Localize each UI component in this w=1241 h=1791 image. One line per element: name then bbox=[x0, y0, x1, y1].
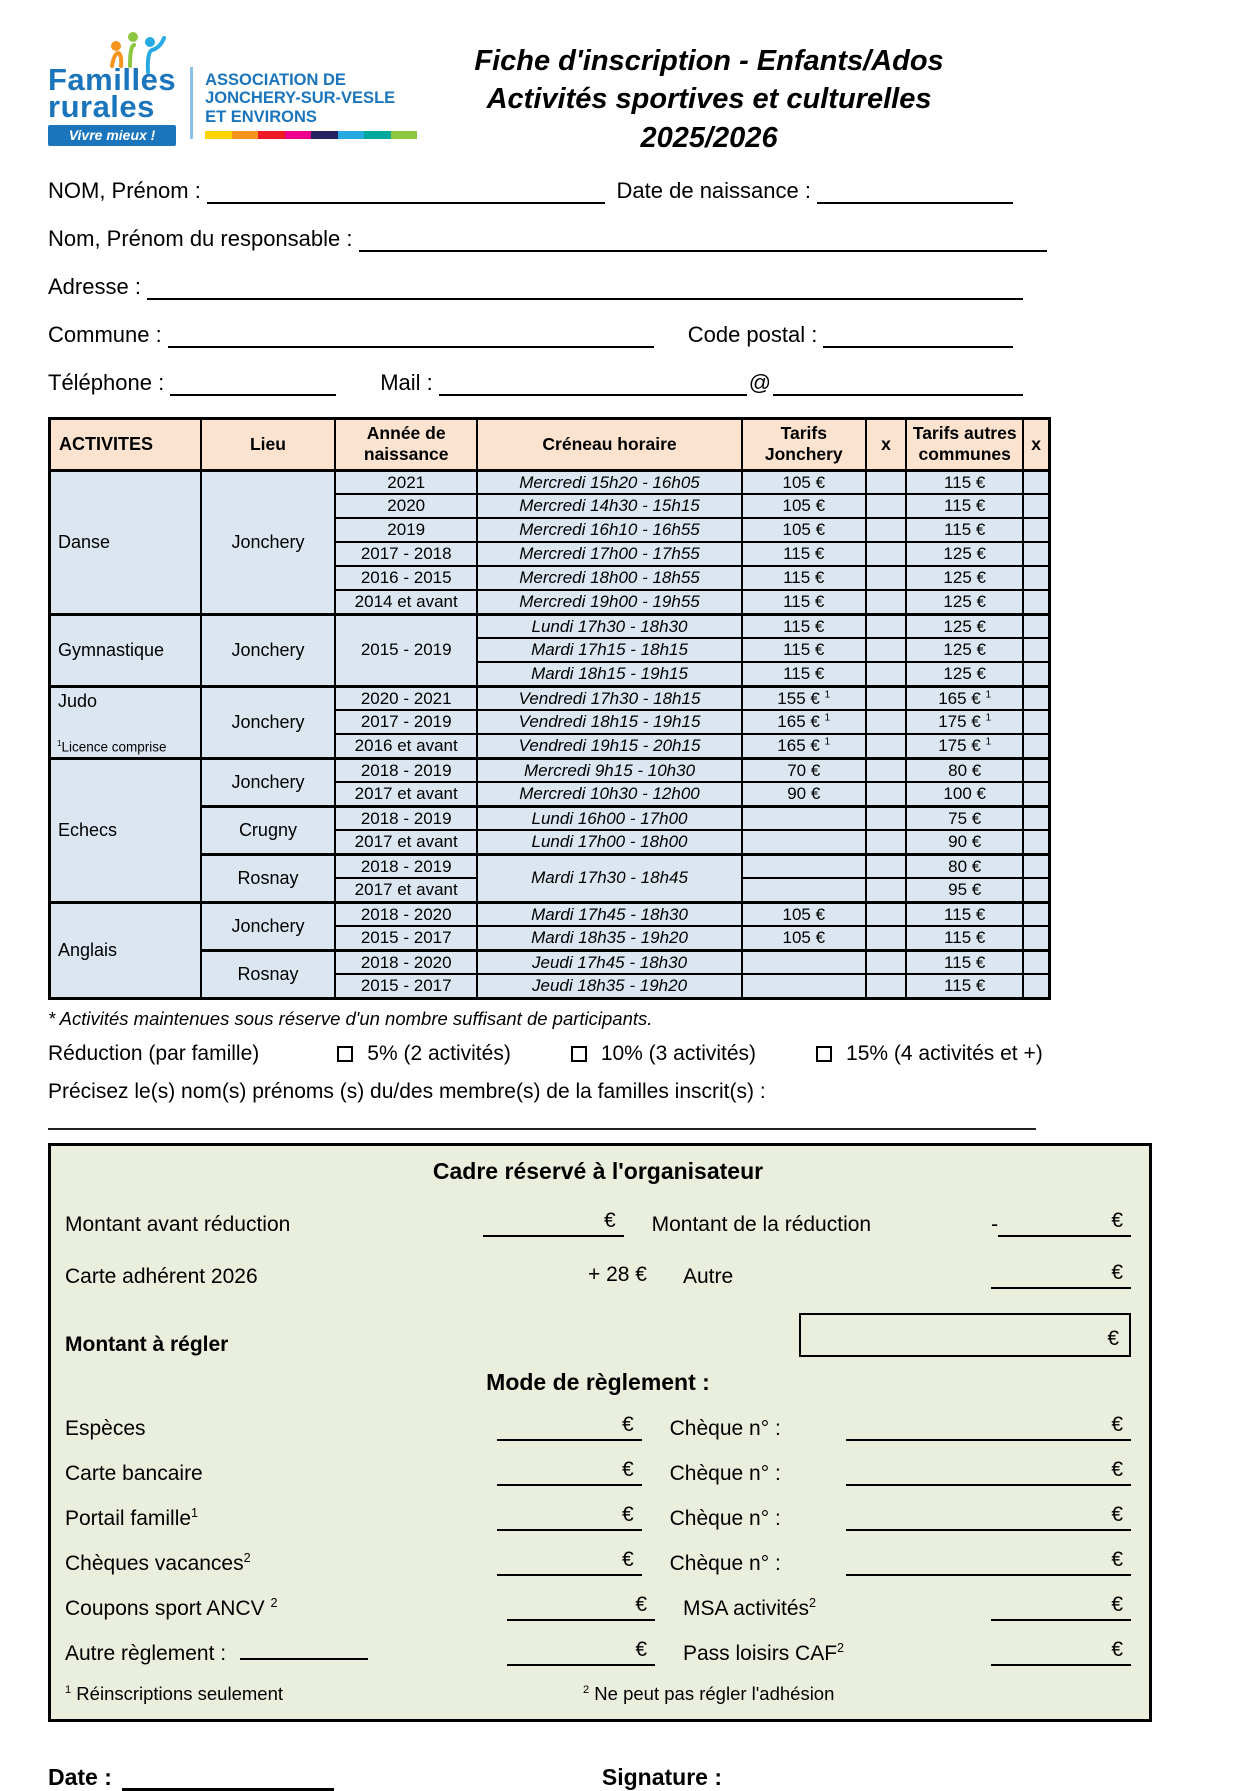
association-line2: JONCHERY-SUR-VESLE bbox=[205, 89, 396, 108]
table-cell: 115 € bbox=[906, 494, 1023, 518]
table-cell: Jonchery bbox=[201, 758, 335, 806]
payment-rows bbox=[65, 1413, 1131, 1666]
activities-table bbox=[48, 417, 1051, 1000]
table-cell: Mercredi 9h15 - 10h30 bbox=[477, 758, 741, 782]
total-due-box[interactable] bbox=[799, 1313, 1131, 1357]
table-cell: 2018 - 2020 bbox=[335, 902, 477, 926]
cheque-number-field[interactable] bbox=[846, 1508, 995, 1531]
mark-cell[interactable] bbox=[866, 590, 906, 614]
org-row-membership bbox=[65, 1261, 1131, 1289]
logo-figures-icon bbox=[106, 32, 172, 76]
table-cell: Jonchery bbox=[201, 614, 335, 686]
table-cell bbox=[742, 854, 866, 878]
footnote-2: $^2$ Ne peut pas régler l'adhésion bbox=[583, 1682, 835, 1704]
table-row bbox=[50, 758, 1050, 782]
table-cell: Jonchery bbox=[201, 470, 335, 614]
organizer-box bbox=[48, 1143, 1152, 1722]
form-row-guardian bbox=[48, 225, 1051, 252]
postal-code-field[interactable] bbox=[823, 323, 1013, 348]
table-cell: 2019 bbox=[335, 518, 477, 542]
table-cell: 2015 - 2017 bbox=[335, 926, 477, 950]
title-line1: Fiche d'inscription - Enfants/Ados bbox=[474, 45, 944, 77]
table-cell: 2014 et avant bbox=[335, 590, 477, 614]
form-row-city bbox=[48, 321, 1051, 348]
amount-line[interactable]: € bbox=[994, 1458, 1131, 1486]
organizer-footnotes bbox=[65, 1683, 1131, 1705]
table-cell: 80 € bbox=[906, 854, 1023, 878]
postal-code-label: Code postal : bbox=[687, 321, 818, 347]
colorbar-segment bbox=[285, 131, 312, 139]
table-cell: Mercredi 17h00 - 17h55 bbox=[477, 542, 741, 566]
mail-domain-field[interactable] bbox=[773, 371, 1023, 396]
table-cell: Mardi 18h35 - 19h20 bbox=[477, 926, 741, 950]
payment-method-label: Carte bancaire bbox=[65, 1461, 203, 1485]
payment-method-label: Coupons sport ANCV $^2$ bbox=[65, 1595, 278, 1620]
payment-row bbox=[65, 1458, 1131, 1486]
table-cell: 90 € bbox=[906, 830, 1023, 854]
mark-cell[interactable] bbox=[1023, 878, 1049, 902]
table-cell: 165 € $^1$ bbox=[906, 686, 1023, 710]
table-cell: 165 € $^1$ bbox=[742, 710, 866, 734]
mark-cell[interactable] bbox=[1023, 710, 1049, 734]
membership-card-label: Carte adhérent 2026 bbox=[65, 1264, 258, 1288]
table-cell: 2017 et avant bbox=[335, 782, 477, 806]
address-field[interactable] bbox=[147, 275, 1023, 300]
date-field[interactable] bbox=[122, 1765, 334, 1791]
cheque-number-field[interactable] bbox=[846, 1553, 995, 1576]
guardian-field[interactable] bbox=[359, 227, 1048, 252]
table-cell: 125 € bbox=[906, 590, 1023, 614]
table-cell: 2020 bbox=[335, 494, 477, 518]
reduction-10-label: 10% (3 activités) bbox=[600, 1041, 757, 1065]
table-cell: 115 € bbox=[906, 950, 1023, 974]
city-field[interactable] bbox=[168, 323, 654, 348]
table-cell: Lundi 17h30 - 18h30 bbox=[477, 614, 741, 638]
euro-sign: € bbox=[1107, 1326, 1119, 1350]
mark-cell[interactable] bbox=[1023, 662, 1049, 686]
payment-method-label: Espèces bbox=[65, 1416, 146, 1440]
payment-row bbox=[65, 1638, 1131, 1666]
payment-method-label: Chèques vacances$^2$ bbox=[65, 1550, 251, 1575]
colorbar-segment bbox=[258, 131, 285, 139]
payment-method-label: Chèque n° : bbox=[669, 1506, 781, 1530]
table-cell: 155 € $^1$ bbox=[742, 686, 866, 710]
form-row-name bbox=[48, 177, 1051, 204]
phone-label: Téléphone : bbox=[48, 369, 165, 395]
licence-note: $^1$Licence comprise bbox=[57, 739, 167, 755]
table-cell: Mardi 17h45 - 18h30 bbox=[477, 902, 741, 926]
mark-cell[interactable] bbox=[866, 950, 906, 974]
table-cell bbox=[742, 830, 866, 854]
mail-local-field[interactable] bbox=[439, 371, 747, 396]
payment-method-label: Pass loisirs CAF$^2$ bbox=[683, 1640, 845, 1665]
table-cell: 125 € bbox=[906, 614, 1023, 638]
colorbar-segment bbox=[232, 131, 259, 139]
table-cell: 2021 bbox=[335, 470, 477, 494]
colorbar-segment bbox=[364, 131, 391, 139]
table-cell: 75 € bbox=[906, 806, 1023, 830]
amount-line[interactable]: € bbox=[507, 1638, 655, 1666]
table-cell: 105 € bbox=[742, 518, 866, 542]
table-cell: 115 € bbox=[742, 590, 866, 614]
other-amount-label: Autre bbox=[683, 1264, 734, 1288]
table-cell: Gymnastique bbox=[50, 614, 201, 686]
brand-name-line2: rurales bbox=[48, 89, 155, 125]
table-cell: Mercredi 18h00 - 18h55 bbox=[477, 566, 741, 590]
form-row-contact bbox=[48, 369, 1051, 396]
table-cell: Mardi 17h15 - 18h15 bbox=[477, 638, 741, 662]
mark-cell[interactable] bbox=[1023, 974, 1049, 998]
association-name bbox=[205, 41, 417, 139]
table-cell bbox=[742, 806, 866, 830]
mark-cell[interactable] bbox=[866, 902, 906, 926]
table-cell: 95 € bbox=[906, 878, 1023, 902]
reduction-5-checkbox[interactable] bbox=[337, 1046, 353, 1062]
mark-cell[interactable] bbox=[866, 494, 906, 518]
table-cell: 175 € $^1$ bbox=[906, 734, 1023, 758]
table-cell: 175 € $^1$ bbox=[906, 710, 1023, 734]
table-cell: Echecs bbox=[50, 758, 201, 902]
brand-tagline: Vivre mieux ! bbox=[48, 125, 176, 146]
payment-row bbox=[65, 1503, 1131, 1531]
amount-line[interactable]: € bbox=[991, 1593, 1131, 1621]
table-cell: Mercredi 14h30 - 15h15 bbox=[477, 494, 741, 518]
table-cell bbox=[742, 974, 866, 998]
table-cell: Lundi 17h00 - 18h00 bbox=[477, 830, 741, 854]
cheque-number-field[interactable] bbox=[846, 1463, 995, 1486]
table-cell: Judo $^1$Licence comprise bbox=[50, 686, 201, 758]
mark-cell[interactable] bbox=[1023, 758, 1049, 782]
col-header-tarifs-jonchery: Tarifs Jonchery bbox=[742, 418, 866, 470]
mark-cell[interactable] bbox=[1023, 926, 1049, 950]
cheque-number-field[interactable] bbox=[846, 1418, 995, 1441]
table-cell: 2017 et avant bbox=[335, 830, 477, 854]
amount-line[interactable]: € bbox=[994, 1413, 1131, 1441]
payment-method-label: Chèque n° : bbox=[669, 1416, 781, 1440]
total-due-label: Montant à régler bbox=[65, 1332, 229, 1356]
table-row bbox=[50, 614, 1050, 638]
amount-line[interactable]: € bbox=[497, 1458, 642, 1486]
mark-cell[interactable] bbox=[866, 974, 906, 998]
table-cell: 80 € bbox=[906, 758, 1023, 782]
payment-method-label: MSA activités$^2$ bbox=[683, 1595, 817, 1620]
table-cell: 2018 - 2019 bbox=[335, 758, 477, 782]
table-row bbox=[50, 470, 1050, 494]
identity-form bbox=[48, 177, 1051, 396]
org-row-total bbox=[65, 1313, 1131, 1357]
mark-cell[interactable] bbox=[1023, 638, 1049, 662]
table-cell bbox=[742, 878, 866, 902]
mark-cell[interactable] bbox=[1023, 734, 1049, 758]
payment-method-label: Autre règlement : bbox=[65, 1638, 507, 1666]
logo-brand bbox=[48, 34, 176, 146]
colorbar-segment bbox=[391, 131, 418, 139]
payment-row bbox=[65, 1413, 1131, 1441]
table-cell: 105 € bbox=[742, 494, 866, 518]
col-header-creneau: Créneau horaire bbox=[477, 418, 741, 470]
signature-label: Signature : bbox=[601, 1763, 723, 1790]
mark-cell[interactable] bbox=[866, 758, 906, 782]
colorbar-segment bbox=[205, 131, 232, 139]
table-cell: 115 € bbox=[742, 662, 866, 686]
association-line1: ASSOCIATION DE bbox=[205, 70, 346, 89]
mark-cell[interactable] bbox=[866, 470, 906, 494]
table-cell: 105 € bbox=[742, 470, 866, 494]
mark-cell[interactable] bbox=[1023, 806, 1049, 830]
amount-line[interactable]: € bbox=[497, 1548, 642, 1576]
table-cell: 90 € bbox=[742, 782, 866, 806]
amount-line[interactable]: € bbox=[994, 1548, 1131, 1576]
footnote-1: $^1$ Réinscriptions seulement bbox=[65, 1682, 283, 1704]
mail-label: Mail : bbox=[380, 369, 433, 395]
participants-note: * Activités maintenues sous réserve d'un nombre suffisant de participants. bbox=[48, 1007, 653, 1029]
table-cell: 2015 - 2019 bbox=[335, 614, 477, 686]
header bbox=[48, 34, 1051, 157]
table-cell: 70 € bbox=[742, 758, 866, 782]
title-line2: Activités sportives et culturelles 2025/2026 bbox=[486, 83, 932, 154]
org-row-before-reduction bbox=[65, 1209, 1131, 1237]
table-cell: 2016 et avant bbox=[335, 734, 477, 758]
payment-method-label: Chèque n° : bbox=[669, 1461, 781, 1485]
familles-rurales-logo bbox=[48, 34, 417, 146]
city-label: Commune : bbox=[48, 321, 162, 347]
mark-cell[interactable] bbox=[866, 854, 906, 878]
minus-sign: - bbox=[991, 1212, 999, 1236]
table-cell: 105 € bbox=[742, 902, 866, 926]
table-header-row bbox=[50, 418, 1050, 470]
table-cell: 125 € bbox=[906, 542, 1023, 566]
name-field[interactable] bbox=[207, 179, 605, 204]
birthdate-label: Date de naissance : bbox=[616, 177, 811, 203]
name-label: NOM, Prénom : bbox=[48, 177, 201, 203]
amount-before-label: Montant avant réduction bbox=[65, 1212, 291, 1236]
table-row bbox=[50, 902, 1050, 926]
mark-cell[interactable] bbox=[866, 686, 906, 710]
table-cell: Jeudi 18h35 - 19h20 bbox=[477, 974, 741, 998]
table-cell: 115 € bbox=[906, 926, 1023, 950]
mark-cell[interactable] bbox=[1023, 542, 1049, 566]
table-cell: 2015 - 2017 bbox=[335, 974, 477, 998]
date-label: Date : bbox=[48, 1763, 112, 1790]
table-cell: 2016 - 2015 bbox=[335, 566, 477, 590]
mark-cell[interactable] bbox=[1023, 518, 1049, 542]
table-cell: Mercredi 15h20 - 16h05 bbox=[477, 470, 741, 494]
mark-cell[interactable] bbox=[1023, 782, 1049, 806]
reduction-amount-label: Montant de la réduction bbox=[651, 1212, 872, 1236]
table-cell: 2020 - 2021 bbox=[335, 686, 477, 710]
table-cell: Vendredi 19h15 - 20h15 bbox=[477, 734, 741, 758]
mark-cell[interactable] bbox=[1023, 494, 1049, 518]
table-cell: 115 € bbox=[906, 518, 1023, 542]
table-row bbox=[50, 686, 1050, 710]
reduction-5-label: 5% (2 activités) bbox=[367, 1041, 511, 1065]
brand-name-line1: Familles bbox=[48, 62, 177, 97]
table-cell: 105 € bbox=[742, 926, 866, 950]
table-cell: 115 € bbox=[742, 638, 866, 662]
table-cell: Danse bbox=[50, 470, 201, 614]
mark-cell[interactable] bbox=[866, 926, 906, 950]
mark-cell[interactable] bbox=[1023, 470, 1049, 494]
amount-line[interactable]: € bbox=[497, 1503, 642, 1531]
table-cell: Crugny bbox=[201, 806, 335, 854]
table-cell: 115 € bbox=[906, 470, 1023, 494]
activities-table-body bbox=[50, 470, 1050, 998]
payment-mode-title: Mode de règlement : bbox=[486, 1368, 710, 1395]
colorbar-segment bbox=[311, 131, 338, 139]
reduction-label: Réduction (par famille) bbox=[48, 1041, 260, 1065]
other-amount-line[interactable]: € bbox=[991, 1261, 1131, 1289]
col-header-annee: Année de naissance bbox=[335, 418, 477, 470]
mark-cell[interactable] bbox=[1023, 854, 1049, 878]
amount-line[interactable]: € bbox=[507, 1593, 655, 1621]
table-cell: 2018 - 2019 bbox=[335, 806, 477, 830]
guardian-label: Nom, Prénom du responsable : bbox=[48, 225, 353, 251]
mark-cell[interactable] bbox=[1023, 830, 1049, 854]
payment-method-label: Portail famille$^1$ bbox=[65, 1505, 199, 1530]
table-cell bbox=[742, 950, 866, 974]
mark-cell[interactable] bbox=[866, 878, 906, 902]
table-cell: 125 € bbox=[906, 662, 1023, 686]
amount-line[interactable]: € bbox=[991, 1638, 1131, 1666]
amount-line[interactable]: € bbox=[994, 1503, 1131, 1531]
association-line3: ET ENVIRONS bbox=[205, 107, 317, 126]
signature-area bbox=[48, 1764, 1051, 1791]
table-cell: 115 € bbox=[906, 974, 1023, 998]
table-cell: Rosnay bbox=[201, 950, 335, 998]
amount-line[interactable]: € bbox=[497, 1413, 642, 1441]
mark-cell[interactable] bbox=[866, 638, 906, 662]
table-cell: Mercredi 10h30 - 12h00 bbox=[477, 782, 741, 806]
table-cell: Vendredi 17h30 - 18h15 bbox=[477, 686, 741, 710]
mark-cell[interactable] bbox=[1023, 902, 1049, 926]
table-cell: 2018 - 2019 bbox=[335, 854, 477, 878]
reduction-10-checkbox[interactable] bbox=[571, 1046, 587, 1062]
payment-method-label: Chèque n° : bbox=[669, 1551, 781, 1575]
table-cell: 2017 - 2018 bbox=[335, 542, 477, 566]
table-cell: 100 € bbox=[906, 782, 1023, 806]
mark-cell[interactable] bbox=[866, 806, 906, 830]
mark-cell[interactable] bbox=[1023, 590, 1049, 614]
table-cell: Jonchery bbox=[201, 902, 335, 950]
table-cell: 115 € bbox=[742, 614, 866, 638]
table-cell: 2018 - 2020 bbox=[335, 950, 477, 974]
table-cell: 115 € bbox=[742, 542, 866, 566]
mark-cell[interactable] bbox=[866, 782, 906, 806]
family-members-label: Précisez le(s) nom(s) prénoms (s) du/des membre(s) de la familles inscrit(s) : bbox=[48, 1079, 766, 1103]
table-cell: 165 € $^1$ bbox=[742, 734, 866, 758]
mark-cell[interactable] bbox=[866, 614, 906, 638]
table-cell: 115 € bbox=[906, 902, 1023, 926]
mark-cell[interactable] bbox=[866, 662, 906, 686]
table-cell: Mardi 17h30 - 18h45 bbox=[477, 854, 741, 902]
col-header-x2: x bbox=[1023, 418, 1049, 470]
mark-cell[interactable] bbox=[866, 518, 906, 542]
mark-cell[interactable] bbox=[866, 830, 906, 854]
birthdate-field[interactable] bbox=[817, 179, 1013, 204]
at-symbol: @ bbox=[748, 369, 772, 395]
col-header-x1: x bbox=[866, 418, 906, 470]
mark-cell[interactable] bbox=[866, 734, 906, 758]
table-cell: 2017 et avant bbox=[335, 878, 477, 902]
table-cell: Mercredi 16h10 - 16h55 bbox=[477, 518, 741, 542]
mark-cell[interactable] bbox=[1023, 566, 1049, 590]
table-cell: Jonchery bbox=[201, 686, 335, 758]
mark-cell[interactable] bbox=[866, 566, 906, 590]
payment-row bbox=[65, 1593, 1131, 1621]
table-cell: Anglais bbox=[50, 902, 201, 998]
mark-cell[interactable] bbox=[1023, 686, 1049, 710]
mark-cell[interactable] bbox=[866, 542, 906, 566]
table-cell: Rosnay bbox=[201, 854, 335, 902]
reduction-row bbox=[48, 1042, 1241, 1066]
table-cell: Lundi 16h00 - 17h00 bbox=[477, 806, 741, 830]
mark-cell[interactable] bbox=[1023, 614, 1049, 638]
reduction-15-label: 15% (4 activités et +) bbox=[846, 1041, 1043, 1065]
table-cell: 2017 - 2019 bbox=[335, 710, 477, 734]
col-header-activites: ACTIVITES bbox=[50, 418, 201, 470]
reduction-amount-line[interactable]: € bbox=[998, 1209, 1131, 1237]
membership-card-value: + 28 € bbox=[588, 1262, 647, 1286]
form-row-address bbox=[48, 273, 1051, 300]
mark-cell[interactable] bbox=[866, 710, 906, 734]
organizer-title: Cadre réservé à l'organisateur bbox=[432, 1157, 764, 1184]
address-label: Adresse : bbox=[48, 273, 141, 299]
table-cell: 115 € bbox=[742, 566, 866, 590]
colorbar-segment bbox=[338, 131, 365, 139]
logo-divider bbox=[190, 67, 193, 139]
table-cell: Vendredi 18h15 - 19h15 bbox=[477, 710, 741, 734]
table-cell: Mardi 18h15 - 19h15 bbox=[477, 662, 741, 686]
phone-field[interactable] bbox=[170, 371, 336, 396]
mark-cell[interactable] bbox=[1023, 950, 1049, 974]
amount-before-line[interactable]: € bbox=[483, 1209, 623, 1237]
reduction-15-checkbox[interactable] bbox=[816, 1046, 832, 1062]
table-cell: Mercredi 19h00 - 19h55 bbox=[477, 590, 741, 614]
logo-colorbar bbox=[205, 131, 417, 139]
other-payment-field[interactable] bbox=[240, 1638, 368, 1660]
table-cell: Jeudi 17h45 - 18h30 bbox=[477, 950, 741, 974]
page-title bbox=[417, 34, 1051, 157]
family-members-field[interactable] bbox=[48, 1104, 1036, 1130]
col-header-lieu: Lieu bbox=[201, 418, 335, 470]
table-cell: 125 € bbox=[906, 566, 1023, 590]
table-cell: 125 € bbox=[906, 638, 1023, 662]
payment-row bbox=[65, 1548, 1131, 1576]
col-header-tarifs-autres: Tarifs autres communes bbox=[906, 418, 1023, 470]
